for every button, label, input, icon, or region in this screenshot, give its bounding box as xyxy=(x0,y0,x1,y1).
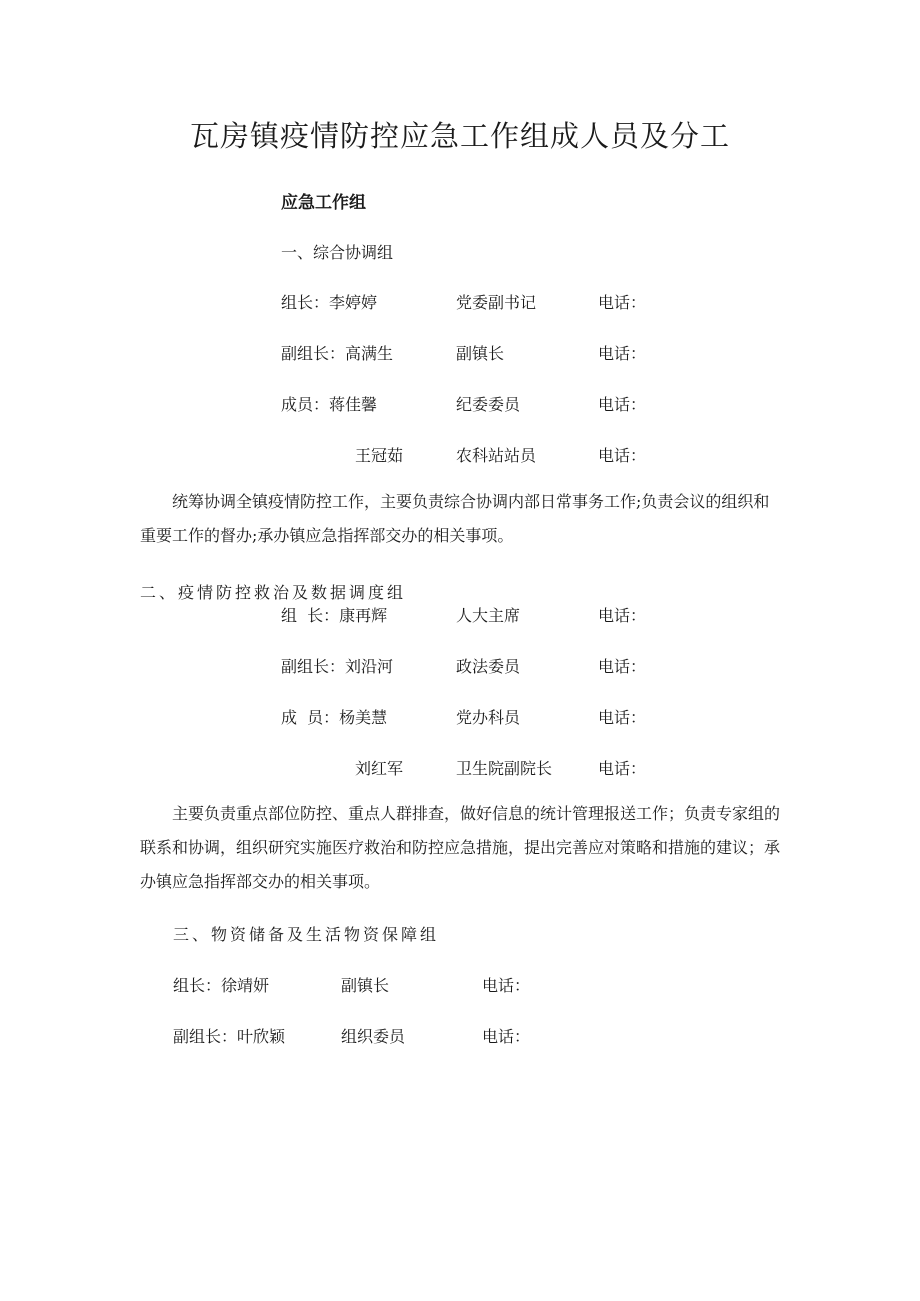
member-name: 组 长：康再辉 xyxy=(281,606,388,625)
member-phone: 电话： xyxy=(598,708,647,727)
member-phone: 电话： xyxy=(598,293,647,312)
group-heading-supplies: 三、物资储备及生活物资保障组 xyxy=(173,925,440,944)
group-heading-coordination: 一、综合协调组 xyxy=(281,243,394,262)
member-phone: 电话： xyxy=(482,1027,531,1046)
member-phone: 电话： xyxy=(598,606,647,625)
member-name: 组长：徐靖妍 xyxy=(173,976,270,995)
member-position: 副镇长 xyxy=(341,976,390,995)
member-name: 副组长：高满生 xyxy=(281,344,394,363)
member-phone: 电话： xyxy=(598,759,647,778)
group-duty-paragraph: 主要负责重点部位防控、重点人群排查，做好信息的统计管理报送工作；负责专家组的联系和协调，组织研究实施医疗救治和防控应急措施，提出完善应对策略和措施的建议；承办镇应急指挥部交办的相关事项。 xyxy=(140,804,781,891)
member-position: 政法委员 xyxy=(456,657,521,676)
member-name: 组长：李婷婷 xyxy=(281,293,378,312)
member-name: 副组长：叶欣颖 xyxy=(173,1027,286,1046)
member-phone: 电话： xyxy=(482,976,531,995)
member-position: 组织委员 xyxy=(341,1027,406,1046)
member-position: 农科站站员 xyxy=(456,446,537,465)
member-name: 王冠茹 xyxy=(355,446,404,465)
group-duty-paragraph: 统筹协调全镇疫情防控工作，主要负责综合协调内部日常事务工作;负责会议的组织和重要工作的督办;承办镇应急指挥部交办的相关事项。 xyxy=(140,492,770,545)
member-phone: 电话： xyxy=(598,344,647,363)
member-name: 成 员：杨美慧 xyxy=(281,708,388,727)
section-subtitle: 应急工作组 xyxy=(281,193,366,213)
member-position: 人大主席 xyxy=(456,606,521,625)
member-phone: 电话： xyxy=(598,395,647,414)
member-phone: 电话： xyxy=(598,657,647,676)
group-heading-epidemic-control: 二、疫情防控救治及数据调度组 xyxy=(140,583,407,602)
member-position: 副镇长 xyxy=(456,344,505,363)
member-phone: 电话： xyxy=(598,446,647,465)
member-name: 成员：蒋佳馨 xyxy=(281,395,378,414)
member-name: 副组长：刘沿河 xyxy=(281,657,394,676)
member-position: 党委副书记 xyxy=(456,293,537,312)
member-position: 卫生院副院长 xyxy=(456,759,553,778)
member-position: 纪委委员 xyxy=(456,395,521,414)
member-name: 刘红军 xyxy=(355,759,404,778)
member-position: 党办科员 xyxy=(456,708,521,727)
document-title: 瓦房镇疫情防控应急工作组成人员及分工 xyxy=(189,119,730,153)
